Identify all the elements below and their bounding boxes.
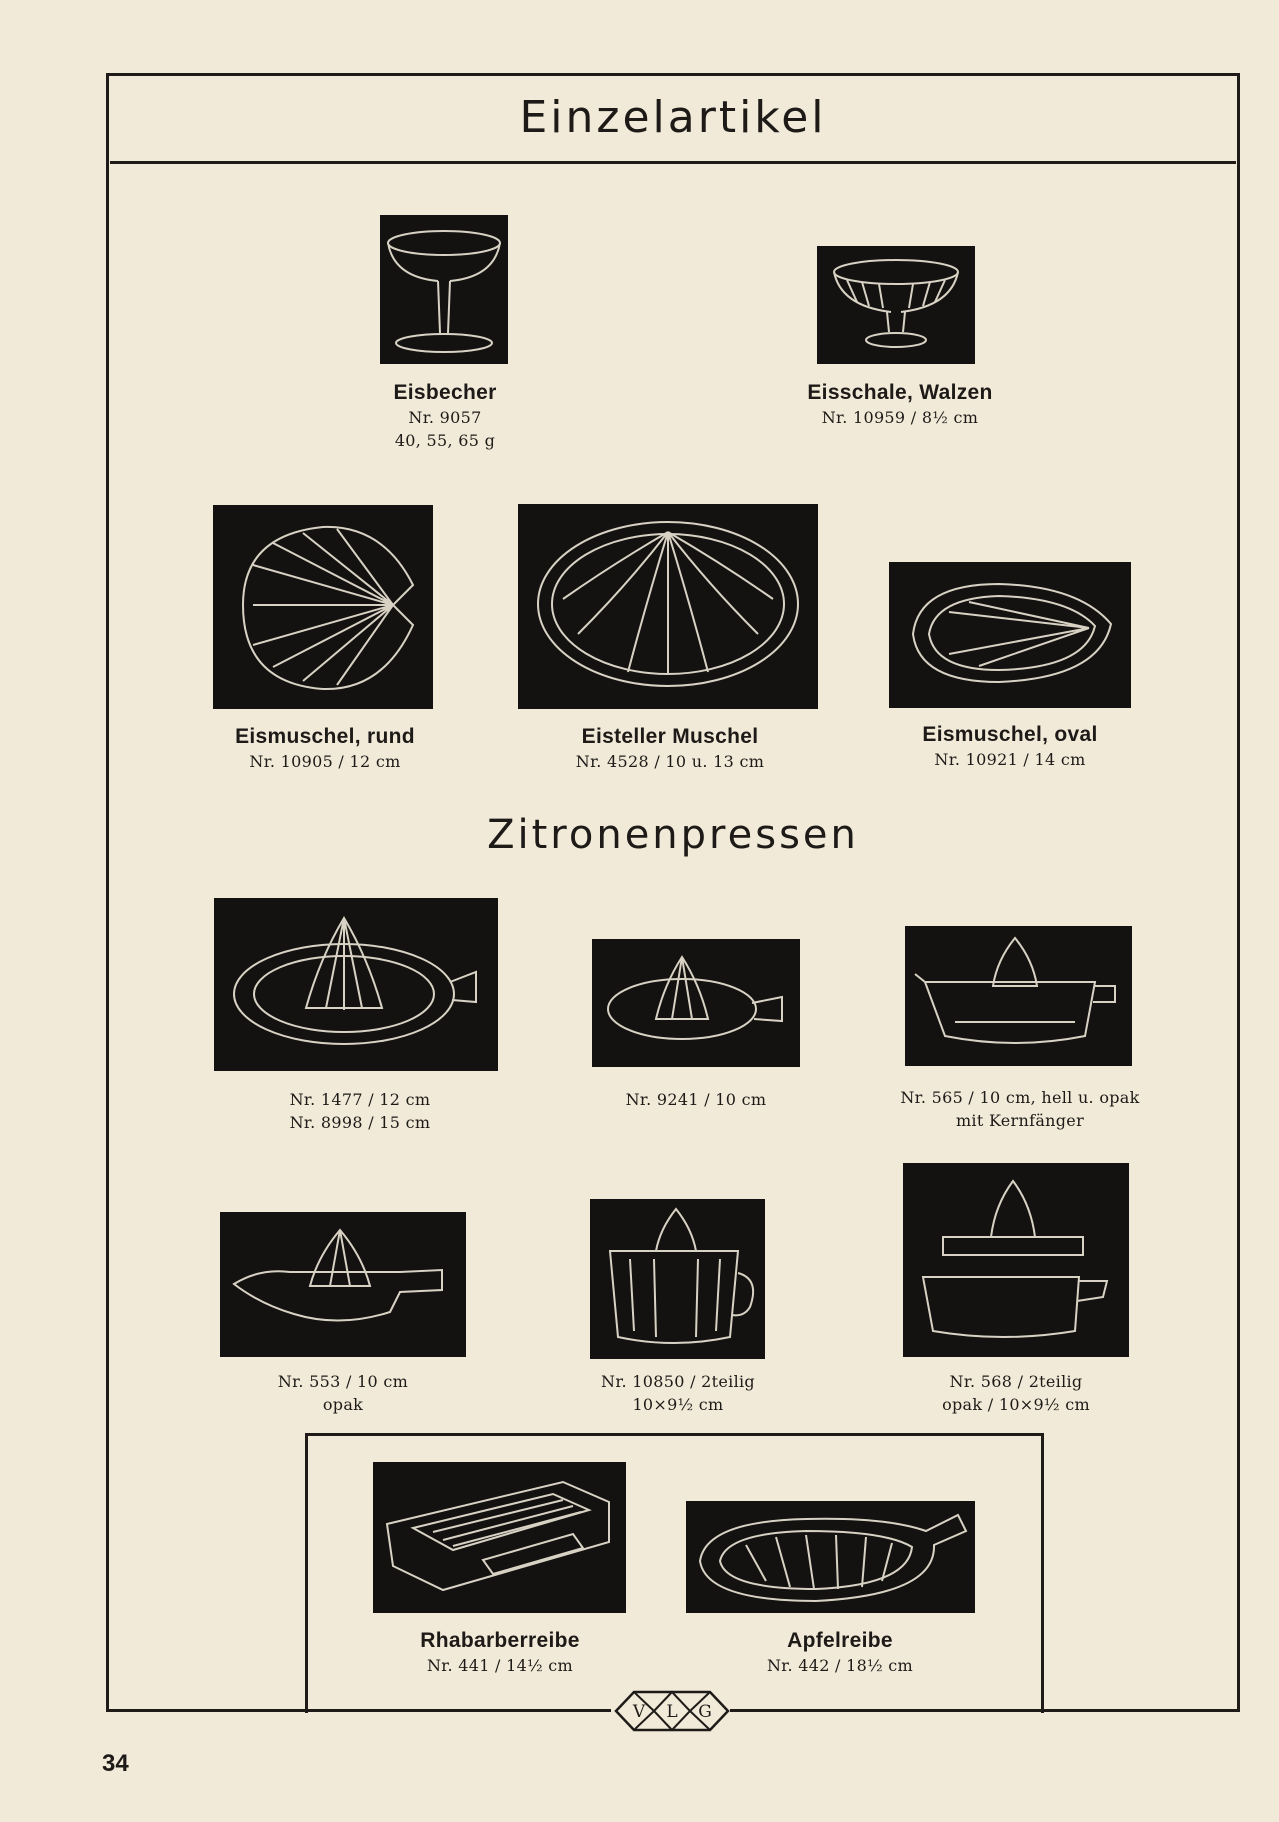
vlg-logo-mark	[612, 1688, 732, 1734]
eismuschel-oval-name: Eismuschel, oval	[922, 723, 1098, 746]
presse-1477-photo	[214, 898, 498, 1071]
presse-568-caption	[900, 1370, 1132, 1416]
eisteller-caption	[540, 724, 800, 773]
presse-553-caption	[240, 1370, 446, 1416]
eismuschel-rund-number: Nr. 10905 / 12 cm	[249, 752, 401, 771]
presse-568-photo	[903, 1163, 1129, 1357]
eisbecher-weights: 40, 55, 65 g	[394, 431, 496, 450]
eismuschel-rund-illustration	[213, 505, 433, 709]
presse-565-detail: mit Kernfänger	[955, 1111, 1085, 1130]
logo-letter-g: G	[698, 1702, 712, 1722]
presse-8998-number: Nr. 8998 / 15 cm	[289, 1113, 431, 1132]
presse-9241-photo	[592, 939, 800, 1067]
presse-10850-illustration	[590, 1199, 765, 1359]
presse-553-illustration	[220, 1212, 466, 1357]
apfelreibe-caption	[720, 1628, 960, 1677]
eismuschel-oval-illustration	[889, 562, 1131, 708]
eisteller-illustration	[518, 504, 818, 709]
eisbecher-photo	[380, 215, 508, 364]
page-title: Einzelartikel	[519, 92, 827, 143]
rhabarberreibe-number: Nr. 441 / 14½ cm	[426, 1656, 574, 1675]
presse-9241-illustration	[592, 939, 800, 1067]
logo-letter-l: L	[666, 1702, 678, 1722]
eisschale-name: Eisschale, Walzen	[807, 381, 993, 404]
section-title: Zitronenpressen	[487, 812, 859, 858]
eisschale-illustration	[817, 246, 975, 364]
presse-9241-number: Nr. 9241 / 10 cm	[625, 1090, 767, 1109]
vlg-logo	[612, 1688, 732, 1734]
presse-565-number: Nr. 565 / 10 cm, hell u. opak	[900, 1088, 1140, 1107]
eisbecher-name: Eisbecher	[393, 381, 497, 404]
logo-letter-v: V	[632, 1702, 646, 1722]
apfelreibe-photo	[686, 1501, 975, 1613]
eismuschel-oval-number: Nr. 10921 / 14 cm	[934, 750, 1086, 769]
apfelreibe-illustration	[686, 1501, 975, 1613]
eismuschel-rund-caption	[200, 724, 450, 773]
presse-9241-caption	[590, 1088, 802, 1111]
eismuschel-oval-photo	[889, 562, 1131, 708]
presse-553-number: Nr. 553 / 10 cm	[277, 1372, 409, 1391]
presse-568-number: Nr. 568 / 2teilig	[949, 1372, 1083, 1391]
rhabarberreibe-caption	[380, 1628, 620, 1677]
page-number: 34	[102, 1750, 129, 1777]
presse-1477-illustration	[214, 898, 498, 1071]
eisbecher-illustration	[380, 215, 508, 364]
presse-568-size: opak / 10×9½ cm	[942, 1395, 1090, 1414]
presse-1477-caption	[250, 1088, 470, 1134]
eismuschel-rund-photo	[213, 505, 433, 709]
presse-565-caption	[880, 1086, 1160, 1132]
presse-565-illustration	[905, 926, 1132, 1066]
eisbecher-number: Nr. 9057	[408, 408, 482, 427]
header-rule	[110, 161, 1236, 164]
eismuschel-oval-caption	[890, 722, 1130, 771]
apfelreibe-name: Apfelreibe	[787, 1629, 893, 1652]
presse-10850-photo	[590, 1199, 765, 1359]
rhabarberreibe-illustration	[373, 1462, 626, 1613]
presse-1477-number: Nr. 1477 / 12 cm	[289, 1090, 431, 1109]
eismuschel-rund-name: Eismuschel, rund	[235, 725, 415, 748]
rhabarberreibe-name: Rhabarberreibe	[420, 1629, 580, 1652]
eisbecher-caption	[340, 380, 550, 452]
presse-568-illustration	[903, 1163, 1129, 1357]
apfelreibe-number: Nr. 442 / 18½ cm	[766, 1656, 914, 1675]
eisteller-name: Eisteller Muschel	[581, 725, 759, 748]
presse-553-photo	[220, 1212, 466, 1357]
presse-10850-caption	[578, 1370, 778, 1416]
rhabarberreibe-photo	[373, 1462, 626, 1613]
presse-553-detail: opak	[322, 1395, 364, 1414]
presse-565-photo	[905, 926, 1132, 1066]
eisteller-photo	[518, 504, 818, 709]
eisschale-photo	[817, 246, 975, 364]
presse-10850-number: Nr. 10850 / 2teilig	[601, 1372, 755, 1391]
eisschale-number: Nr. 10959 / 8½ cm	[821, 408, 979, 427]
eisteller-number: Nr. 4528 / 10 u. 13 cm	[575, 752, 765, 771]
eisschale-caption	[770, 380, 1030, 429]
presse-10850-size: 10×9½ cm	[632, 1395, 724, 1414]
